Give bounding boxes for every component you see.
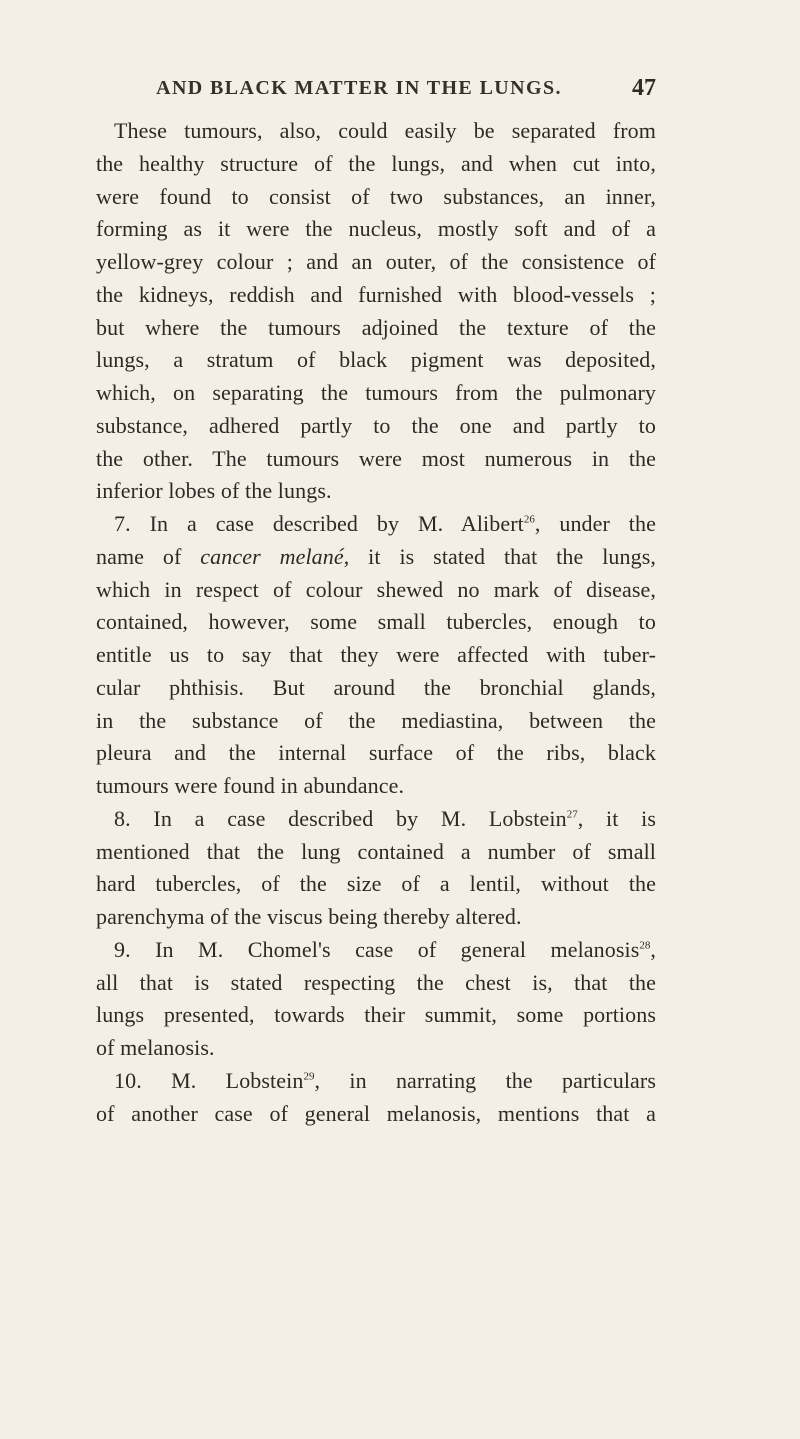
footnote-marker: 29 [303,1070,315,1083]
text-line: parenchyma of the viscus being thereby altered. [96,904,522,929]
text-line: lungs presented, towards their summit, some portions [96,1002,656,1028]
paragraph-9-line [96,934,656,967]
running-header [96,72,656,104]
text-segment: , it is [577,805,656,831]
text-line: pleura and the internal surface of the ribs, black [96,740,656,766]
text-line: inferior lobes of the lungs. [96,478,332,504]
text-line: These tumours, also, could easily be separated from [114,118,656,143]
text-segment: , it is stated that the lungs, [343,543,656,569]
text-line: forming as it were the nucleus, mostly soft and of a [96,216,656,242]
footnote-marker: 27 [566,808,578,821]
text-segment: 9. In M. Chomel's case of general melanosis [114,936,640,962]
text-segment: 8. In a case described by M. Lobstein [114,805,567,831]
footnote-marker: 28 [639,939,651,952]
text-line: but where the tumours adjoined the texture of the [96,314,656,340]
body-text [96,115,656,1130]
text-line: substance, adhered partly to the one and partly to [96,412,656,438]
text-segment: name of [96,543,201,569]
text-line: yellow-grey colour ; and an outer, of the consistence of [96,249,656,274]
text-line: entitle us to say that they were affected with tuber- [96,642,656,667]
text-line: which, on separating the tumours from the pulmonary [96,380,656,405]
running-title: AND BLACK MATTER IN THE LUNGS. [156,76,562,99]
text-line: of melanosis. [96,1035,215,1060]
text-line: mentioned that the lung contained a number of small [96,838,656,864]
paragraph-10-line [96,1065,656,1098]
text-line: which in respect of colour shewed no mark of disease, [96,576,656,602]
text-line: all that is stated respecting the chest is, that the [96,969,656,995]
text-line: the other. The tumours were most numerous in the [96,445,656,471]
text-line: contained, however, some small tubercles, enough to [96,609,656,635]
text-segment: , in narrating the particulars [314,1067,656,1093]
text-line: the kidneys, reddish and furnished with blood-vessels ; [96,281,656,307]
text-line: were found to consist of two substances, an inner, [96,183,656,209]
text-line: in the substance of the mediastina, between the [96,707,656,733]
text-line: hard tubercles, of the size of a lentil, without the [96,871,656,897]
text-line: cular phthisis. But around the bronchial glands, [96,674,656,700]
text-line: tumours were found in abundance. [96,773,405,798]
footnote-marker: 26 [523,513,535,526]
text-segment: 10. M. Lobstein [114,1067,304,1093]
paragraph-8-line [96,803,656,836]
paragraph-7-line [96,508,656,541]
text-segment: , [650,936,656,962]
text-line: the healthy structure of the lungs, and when cut into, [96,150,656,176]
italic-term: cancer melané [200,543,344,569]
text-line: lungs, a stratum of black pigment was deposited, [96,347,656,373]
text-line: of another case of general melanosis, mentions that a [96,1100,656,1126]
text-segment: 7. In a case described by M. Alibert [114,511,524,536]
text-segment: , under the [534,511,656,536]
text-line [96,541,656,574]
page-number: 47 [632,74,656,101]
